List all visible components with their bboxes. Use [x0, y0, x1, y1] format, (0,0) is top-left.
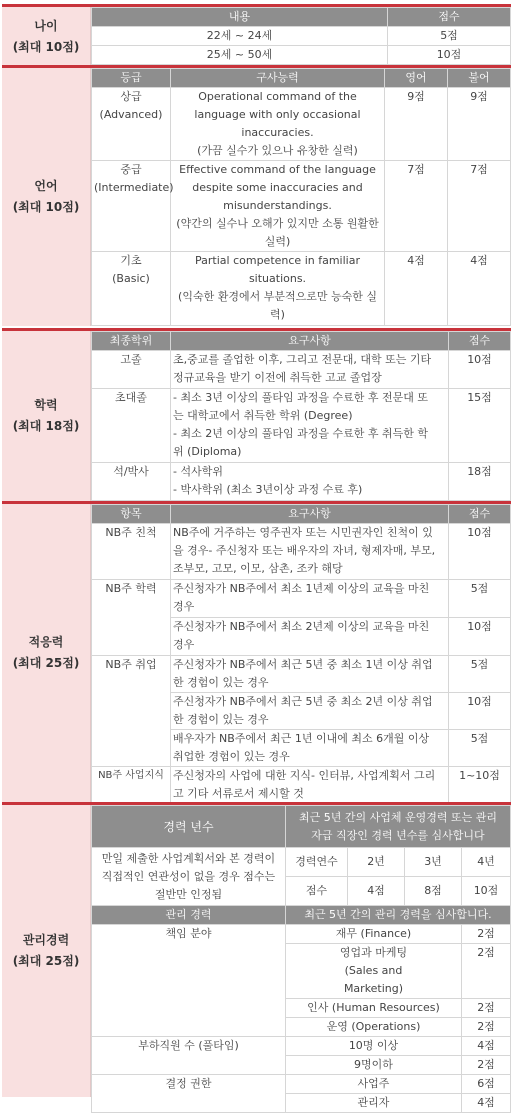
language-title: 언어	[34, 179, 58, 193]
adaptability-title: 적응력	[28, 635, 64, 649]
education-degree: 석/박사	[92, 463, 171, 501]
language-table	[91, 68, 511, 326]
management-item-score: 2점	[462, 1056, 511, 1075]
management-experience-header: 관리 경력	[92, 906, 286, 925]
education-title: 학력	[34, 398, 58, 412]
adaptability-title-cell	[2, 504, 91, 802]
education-score: 15점	[449, 389, 511, 463]
table-row	[92, 389, 511, 463]
age-range: 22세 ~ 24세	[92, 27, 388, 46]
adaptability-requirement: 주신청자가 NB주에서 최근 5년 중 최소 1년 이상 취업 한 경험이 있는 경우	[171, 656, 449, 693]
career-years-value: 2년	[348, 848, 405, 877]
management-title: 관리경력	[22, 933, 70, 947]
adaptability-requirement: 주신청자가 NB주에서 최소 1년제 이상의 교육을 마친 경우	[171, 580, 449, 618]
adaptability-score: 5점	[449, 580, 511, 618]
age-range: 25세 ~ 50세	[92, 46, 388, 65]
language-grade: 중급 (Intermediate)	[92, 161, 171, 252]
management-group-label: 결정 권한	[92, 1075, 286, 1113]
management-item: 10명 이상	[286, 1037, 462, 1056]
age-table	[91, 7, 511, 65]
adaptability-requirement: NB주에 거주하는 영주권자 또는 시민권자인 친척이 있 을 경우- 주신청자 또는 배우자의 자녀, 형제자매, 부모, 조부모, 고모, 이모, 삼촌, 조카 해당	[171, 524, 449, 580]
management-item: 재무 (Finance)	[286, 925, 462, 944]
age-header-content: 내용	[92, 8, 388, 27]
career-score-value: 8점	[405, 877, 462, 906]
management-group-label: 책임 분야	[92, 925, 286, 1037]
age-header-score: 점수	[388, 8, 511, 27]
language-english-score: 9점	[385, 88, 448, 161]
education-subtitle: (최대 18점)	[12, 419, 80, 433]
adaptability-table	[91, 504, 511, 804]
language-header-ability: 구사능력	[171, 69, 385, 88]
adaptability-item: NB주 학력	[92, 580, 171, 656]
table-row	[92, 463, 511, 501]
career-score-value: 4점	[348, 877, 405, 906]
table-row	[92, 767, 511, 804]
age-subtitle: (최대 10점)	[12, 40, 80, 54]
management-item-score: 6점	[462, 1075, 511, 1094]
career-years-header: 경력 년수	[92, 806, 286, 848]
career-years-label: 경력연수	[286, 848, 348, 877]
management-item-score: 2점	[462, 999, 511, 1018]
adaptability-score: 5점	[449, 730, 511, 767]
language-grade: 기초 (Basic)	[92, 252, 171, 326]
language-header-grade: 등급	[92, 69, 171, 88]
language-french-score: 7점	[448, 161, 511, 252]
age-title: 나이	[34, 19, 58, 33]
education-header-degree: 최종학위	[92, 332, 171, 351]
age-score: 5점	[388, 27, 511, 46]
table-row	[92, 252, 511, 326]
education-title-cell	[2, 331, 91, 501]
language-english-score: 4점	[385, 252, 448, 326]
table-row	[92, 27, 511, 46]
adaptability-requirement: 주신청자의 사업에 대한 지식- 인터뷰, 사업계획서 그리 고 기타 서류로서 제시할 것	[171, 767, 449, 804]
adaptability-score: 10점	[449, 693, 511, 730]
language-french-score: 4점	[448, 252, 511, 326]
education-section	[2, 328, 511, 501]
adaptability-header-requirement: 요구사항	[171, 505, 449, 524]
language-description: Partial competence in familiar situations. (익숙한 환경에서 부분적으로만 능숙한 실 력)	[171, 252, 385, 326]
adaptability-item: NB주 사업지식	[92, 767, 171, 804]
management-item-score: 2점	[462, 944, 511, 999]
table-row	[92, 580, 511, 618]
language-section	[2, 65, 511, 326]
education-score: 10점	[449, 351, 511, 389]
career-score-value: 10점	[462, 877, 511, 906]
adaptability-score: 10점	[449, 618, 511, 656]
table-row	[92, 1037, 511, 1056]
adaptability-header-score: 점수	[449, 505, 511, 524]
management-item-score: 2점	[462, 1018, 511, 1037]
age-title-cell	[2, 7, 91, 67]
adaptability-item: NB주 친척	[92, 524, 171, 580]
table-row	[92, 925, 511, 944]
adaptability-item: NB주 취업	[92, 656, 171, 767]
management-item: 관리자	[286, 1094, 462, 1113]
education-header-requirement: 요구사항	[171, 332, 449, 351]
management-group-label: 부하직원 수 (풀타임)	[92, 1037, 286, 1075]
adaptability-requirement: 주신청자가 NB주에서 최근 5년 중 최소 2년 이상 취업 한 경험이 있는 경우	[171, 693, 449, 730]
career-description: 최근 5년 간의 사업체 운영경력 또는 관리 자급 직장인 경력 년수를 심사합니다	[286, 806, 511, 848]
education-requirement: - 석사학위 - 박사학위 (최소 3년이상 과정 수료 후)	[171, 463, 449, 501]
adaptability-header-item: 항목	[92, 505, 171, 524]
education-table	[91, 331, 511, 501]
language-french-score: 9점	[448, 88, 511, 161]
management-item-score: 4점	[462, 1094, 511, 1113]
education-score: 18점	[449, 463, 511, 501]
language-grade: 상급 (Advanced)	[92, 88, 171, 161]
age-score: 10점	[388, 46, 511, 65]
adaptability-section	[2, 501, 511, 802]
education-degree: 고졸	[92, 351, 171, 389]
management-item: 운영 (Operations)	[286, 1018, 462, 1037]
language-description: Operational command of the language with only occasional inaccuracies. (가끔 실수가 있으나 유창한 실력)	[171, 88, 385, 161]
table-row	[92, 46, 511, 65]
age-section	[2, 4, 511, 67]
management-item-score: 2점	[462, 925, 511, 944]
adaptability-score: 10점	[449, 524, 511, 580]
management-experience-description: 최근 5년 간의 관리 경력을 심사합니다.	[286, 906, 511, 925]
table-row	[92, 351, 511, 389]
adaptability-requirement: 주신청자가 NB주에서 최소 2년제 이상의 교육을 마친 경우	[171, 618, 449, 656]
management-title-cell	[2, 805, 91, 1097]
table-row	[92, 88, 511, 161]
language-english-score: 7점	[385, 161, 448, 252]
education-header-score: 점수	[449, 332, 511, 351]
management-subtitle: (최대 25점)	[12, 954, 80, 968]
language-description: Effective command of the language despite some inaccuracies and misunderstandings. (약간의 실수나 오해가 있지만 소통 원활한 실력)	[171, 161, 385, 252]
career-years-value: 4년	[462, 848, 511, 877]
language-header-english: 영어	[385, 69, 448, 88]
table-row	[92, 656, 511, 693]
management-item: 사업주	[286, 1075, 462, 1094]
language-subtitle: (최대 10점)	[12, 200, 80, 214]
management-item: 9명이하	[286, 1056, 462, 1075]
education-requirement: - 최소 3년 이상의 풀타임 과정을 수료한 후 전문대 또 는 대학교에서 취득한 학위 (Degree) - 최소 2년 이상의 풀타임 과정을 수료한 후 취득한 학 위 (Diploma)	[171, 389, 449, 463]
management-table	[91, 805, 511, 1113]
management-item-score: 4점	[462, 1037, 511, 1056]
education-degree: 초대졸	[92, 389, 171, 463]
management-section	[2, 802, 511, 1109]
table-row	[92, 161, 511, 252]
table-row	[92, 524, 511, 580]
adaptability-score: 5점	[449, 656, 511, 693]
career-note: 만일 제출한 사업계획서와 본 경력이 직접적인 연관성이 없을 경우 점수는 절반만 인정됨	[92, 848, 286, 906]
adaptability-subtitle: (최대 25점)	[12, 656, 80, 670]
adaptability-score: 1~10점	[449, 767, 511, 804]
management-item: 영업과 마케팅 (Sales and Marketing)	[286, 944, 462, 999]
career-score-label: 점수	[286, 877, 348, 906]
language-title-cell	[2, 68, 91, 326]
table-row	[92, 1075, 511, 1094]
career-years-value: 3년	[405, 848, 462, 877]
education-requirement: 초,중교를 졸업한 이후, 그리고 전문대, 대학 또는 기타 정규교육을 받기 이전에 취득한 고교 졸업장	[171, 351, 449, 389]
language-header-french: 불어	[448, 69, 511, 88]
management-item: 인사 (Human Resources)	[286, 999, 462, 1018]
adaptability-requirement: 배우자가 NB주에서 최근 1년 이내에 최소 6개월 이상 취업한 경험이 있는 경우	[171, 730, 449, 767]
